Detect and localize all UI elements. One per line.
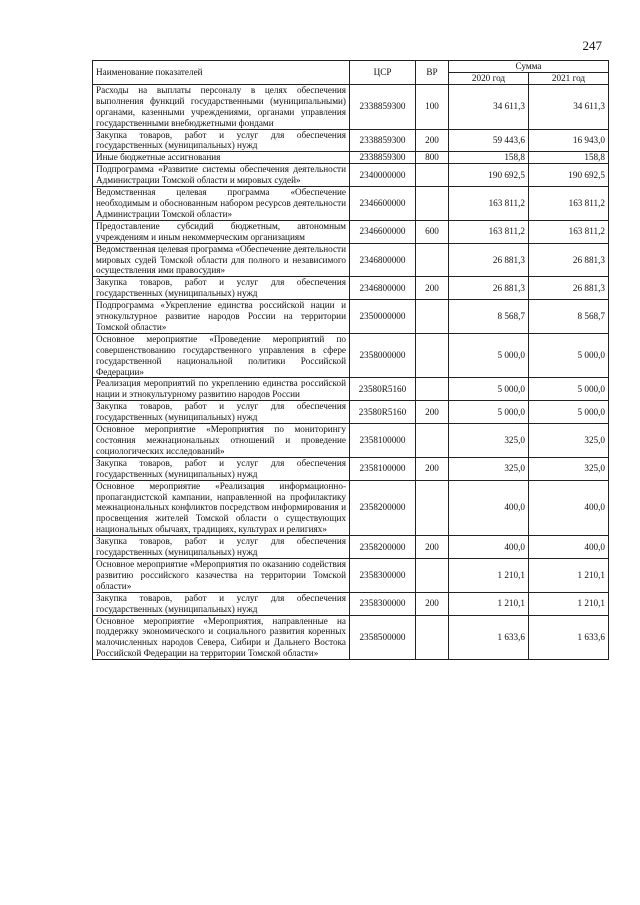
row-2020-cell: 5 000,0 — [449, 378, 529, 401]
row-name-cell: Расходы на выплаты персоналу в целях обеспечения выполнения функций государственными (муниципальными) органами, казенными учреждениями, органами управления государственными внебюджетными фондами — [93, 84, 350, 129]
row-2020-cell: 190 692,5 — [449, 164, 529, 187]
table-row — [93, 333, 609, 378]
table-row — [93, 457, 609, 480]
row-2021-cell: 190 692,5 — [529, 164, 609, 187]
row-2021-cell: 8 568,7 — [529, 300, 609, 334]
row-2020-cell: 400,0 — [449, 480, 529, 536]
row-2021-cell: 1 210,1 — [529, 592, 609, 615]
table-row — [93, 243, 609, 277]
row-2021-cell: 1 210,1 — [529, 558, 609, 592]
row-csr-cell: 2340000000 — [350, 164, 416, 187]
row-vr-cell — [416, 187, 449, 221]
row-vr-cell — [416, 333, 449, 378]
row-name-cell: Иные бюджетные ассигнования — [93, 152, 350, 164]
row-name-cell: Подпрограмма «Развитие системы обеспечения деятельности Администрации Томской области и мировых судей» — [93, 164, 350, 187]
header-name: Наименование показателей — [93, 61, 350, 85]
row-csr-cell: 2346800000 — [350, 277, 416, 300]
header-vr: ВР — [416, 61, 449, 85]
row-2020-cell: 1 633,6 — [449, 615, 529, 660]
row-csr-cell: 2338859300 — [350, 84, 416, 129]
row-name-cell: Основное мероприятие «Мероприятия, направленные на поддержку экономического и социального развития коренных малочисленных народов Севера, Сибири и Дальнего Востока Российской Федерации на территории Томской области» — [93, 615, 350, 660]
row-name-cell: Ведомственная целевая программа «Обеспечение деятельности мировых судей Томской области для полного и независимого осуществления ими правосудия» — [93, 243, 350, 277]
row-name-cell: Предоставление субсидий бюджетным, автономным учреждениям и иным некоммерческим организациям — [93, 220, 350, 243]
row-2021-cell: 26 881,3 — [529, 243, 609, 277]
row-vr-cell — [416, 424, 449, 458]
row-2020-cell: 26 881,3 — [449, 277, 529, 300]
row-name-cell: Основное мероприятие «Мероприятия по мониторингу состояния межнациональных отношений и проведение социологических исследований» — [93, 424, 350, 458]
row-2021-cell: 163 811,2 — [529, 220, 609, 243]
row-csr-cell: 2358300000 — [350, 558, 416, 592]
row-csr-cell: 23580R5160 — [350, 401, 416, 424]
row-vr-cell — [416, 615, 449, 660]
row-vr-cell — [416, 243, 449, 277]
row-2020-cell: 8 568,7 — [449, 300, 529, 334]
table-row — [93, 378, 609, 401]
row-csr-cell: 2346800000 — [350, 243, 416, 277]
row-csr-cell: 2358500000 — [350, 615, 416, 660]
table-row — [93, 277, 609, 300]
row-vr-cell: 200 — [416, 277, 449, 300]
row-2020-cell: 26 881,3 — [449, 243, 529, 277]
row-2020-cell: 1 210,1 — [449, 592, 529, 615]
table-row — [93, 84, 609, 129]
row-vr-cell: 200 — [416, 401, 449, 424]
row-2021-cell: 325,0 — [529, 457, 609, 480]
row-vr-cell: 200 — [416, 592, 449, 615]
row-2020-cell: 163 811,2 — [449, 187, 529, 221]
header-csr: ЦСР — [350, 61, 416, 85]
row-csr-cell: 2358100000 — [350, 457, 416, 480]
row-2021-cell: 400,0 — [529, 536, 609, 559]
table-row — [93, 558, 609, 592]
row-name-cell: Закупка товаров, работ и услуг для обеспечения государственных (муниципальных) нужд — [93, 536, 350, 559]
row-2021-cell: 26 881,3 — [529, 277, 609, 300]
row-2021-cell: 16 943,0 — [529, 129, 609, 152]
row-csr-cell: 2358000000 — [350, 333, 416, 378]
row-2020-cell: 34 611,3 — [449, 84, 529, 129]
table-row — [93, 592, 609, 615]
table-row — [93, 300, 609, 334]
row-vr-cell — [416, 480, 449, 536]
row-name-cell: Подпрограмма «Укрепление единства российской нации и этнокультурное развитие народов России на территории Томской области» — [93, 300, 350, 334]
row-name-cell: Основное мероприятие «Проведение мероприятий по совершенствованию государственного управления в сфере государственной национальной политики Российской Федерации» — [93, 333, 350, 378]
table-row — [93, 129, 609, 152]
row-vr-cell: 800 — [416, 152, 449, 164]
header-year-2021: 2021 год — [529, 73, 609, 85]
table-body — [93, 84, 609, 659]
page-number: 247 — [582, 38, 602, 53]
row-csr-cell: 2346600000 — [350, 187, 416, 221]
row-csr-cell: 2338859300 — [350, 129, 416, 152]
row-2021-cell: 400,0 — [529, 480, 609, 536]
row-2020-cell: 325,0 — [449, 424, 529, 458]
table-row — [93, 401, 609, 424]
row-vr-cell: 100 — [416, 84, 449, 129]
row-2020-cell: 400,0 — [449, 536, 529, 559]
header-sum: Сумма — [449, 61, 609, 73]
row-name-cell: Основное мероприятие «Реализация информационно-пропагандистской кампании, направленной на профилактику межнациональных конфликтов посредством информирования и просвещения жителей Томской области о существующих национальных обычаях, традициях, культурах и религиях» — [93, 480, 350, 536]
row-name-cell: Закупка товаров, работ и услуг для обеспечения государственных (муниципальных) нужд — [93, 401, 350, 424]
row-2020-cell: 5 000,0 — [449, 333, 529, 378]
row-csr-cell: 2358200000 — [350, 536, 416, 559]
header-year-2020: 2020 год — [449, 73, 529, 85]
row-2021-cell: 34 611,3 — [529, 84, 609, 129]
row-2021-cell: 1 633,6 — [529, 615, 609, 660]
row-vr-cell: 200 — [416, 457, 449, 480]
row-name-cell: Закупка товаров, работ и услуг для обеспечения государственных (муниципальных) нужд — [93, 592, 350, 615]
row-csr-cell: 2338859300 — [350, 152, 416, 164]
table-row — [93, 152, 609, 164]
row-csr-cell: 2346600000 — [350, 220, 416, 243]
row-2020-cell: 163 811,2 — [449, 220, 529, 243]
budget-table — [92, 60, 609, 660]
table-row — [93, 480, 609, 536]
table-row — [93, 424, 609, 458]
row-name-cell: Закупка товаров, работ и услуг для обеспечения государственных (муниципальных) нужд — [93, 277, 350, 300]
row-vr-cell — [416, 378, 449, 401]
row-vr-cell — [416, 558, 449, 592]
row-name-cell: Закупка товаров, работ и услуг для обеспечения государственных (муниципальных) нужд — [93, 129, 350, 152]
row-2021-cell: 325,0 — [529, 424, 609, 458]
row-name-cell: Ведомственная целевая программа «Обеспечение необходимым и обоснованным набором ресурсов деятельности Администрации Томской области» — [93, 187, 350, 221]
row-2021-cell: 5 000,0 — [529, 333, 609, 378]
row-vr-cell — [416, 300, 449, 334]
table-row — [93, 536, 609, 559]
row-vr-cell: 600 — [416, 220, 449, 243]
row-vr-cell: 200 — [416, 129, 449, 152]
table-row — [93, 220, 609, 243]
row-2021-cell: 158,8 — [529, 152, 609, 164]
row-2020-cell: 5 000,0 — [449, 401, 529, 424]
table-row — [93, 615, 609, 660]
row-2021-cell: 163 811,2 — [529, 187, 609, 221]
row-name-cell: Реализация мероприятий по укреплению единства российской нации и этнокультурному развитию народов России — [93, 378, 350, 401]
row-csr-cell: 2358200000 — [350, 480, 416, 536]
row-name-cell: Закупка товаров, работ и услуг для обеспечения государственных (муниципальных) нужд — [93, 457, 350, 480]
row-csr-cell: 23580R5160 — [350, 378, 416, 401]
row-2020-cell: 1 210,1 — [449, 558, 529, 592]
row-csr-cell: 2358300000 — [350, 592, 416, 615]
row-vr-cell: 200 — [416, 536, 449, 559]
table-row — [93, 164, 609, 187]
row-2020-cell: 325,0 — [449, 457, 529, 480]
row-vr-cell — [416, 164, 449, 187]
row-name-cell: Основное мероприятие «Мероприятия по оказанию содействия развитию российского казачества на территории Томской области» — [93, 558, 350, 592]
row-csr-cell: 2358100000 — [350, 424, 416, 458]
row-2021-cell: 5 000,0 — [529, 378, 609, 401]
row-csr-cell: 2350000000 — [350, 300, 416, 334]
row-2020-cell: 59 443,6 — [449, 129, 529, 152]
row-2020-cell: 158,8 — [449, 152, 529, 164]
table-row — [93, 187, 609, 221]
row-2021-cell: 5 000,0 — [529, 401, 609, 424]
